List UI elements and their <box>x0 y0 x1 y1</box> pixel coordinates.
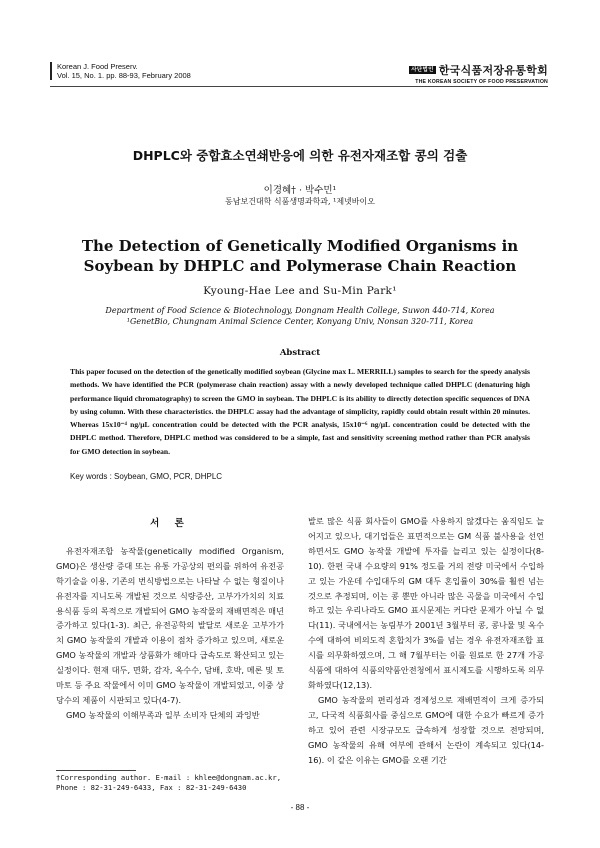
authors-english: Kyoung-Hae Lee and Su-Min Park¹ <box>203 285 397 297</box>
header-rule <box>50 86 548 87</box>
affiliation-korean: 동남보건대학 식품생명과학과, ¹제넷바이오 <box>225 197 375 206</box>
affiliation-1: Department of Food Science & Biotechnology, Dongnam Health College, Suwon 440-714, Korea <box>105 306 495 315</box>
footnote-phone: Phone : 82-31-249-6433, Fax : 82-31-249-6430 <box>56 783 247 792</box>
footnote-email: †Corresponding author. E-mail : khlee@dongnam.ac.kr, <box>56 773 282 782</box>
intro-paragraph-2: GMO 농작물의 이해부족과 일부 소비자 단체의 과잉반 <box>66 709 260 720</box>
journal-volume: Vol. 15, No. 1. pp. 88-93, February 2008 <box>57 71 191 80</box>
intro-paragraph-1: 유전자재조합 농작물(genetically modified Organism, GMO)은 생산량 증대 또는 유통 가공상의 편의를 위하여 유전공학기술을 이용, 기존의 번식방법으로는 나타날 수 없는 형질이나 유전자를 지니도록 개발된 것으로 식량증산, 고부가가치의 치료용식품 등의 목적으로 개발되어 GMO 농작물의 재배면적은 매년 증가하고 있다(1-3). 최근, 유전공학의 발달로 새로운 고부가가치 GMO 농작물의 개발과 이용이 점차 증가하고 있으며, 새로운 GMO 농작물의 개발과 상품화가 해마다 급속도로 확산되고 있는 실정이다. 현재 대두, 면화, 감자, 옥수수, 담배, 호박, 메론 및 토마토 등 주요 작물에서 이미 GMO 농작물이 개발되었고, 이중 상당수의 제품이 시판되고 있다(4-7). <box>56 545 284 705</box>
abstract-text: This paper focused on the detection of the genetically modified soybean (Glycine max L. MERRILL) samples to search for the speedy analysis methods. We have identified the PCR (polymerase chain reaction) assay with a newly developed technique called DHPLC (denaturing high performance liquid chromatography) to screen the GMO in soybean. The DHPLC is its ability to directly detection specific sequences of DNA by using column. With these characteristics. the DHPLC assay had the advantage of simplicity, rapidly could obtain result within 20 minutes. Whereas 15x10⁻⁴ ng/μL concentration could be detected with the PCR analysis, 15x10⁻⁶ ng/μL concentration could be detected with the DHPLC method. Therefore, DHPLC method was considered to be a simple, fast and sensitivity screening method rather than PCR analysis for GMO detection in soybean. <box>70 367 530 456</box>
footnote-rule <box>56 770 136 771</box>
title-korean: DHPLC와 중합효소연쇄반응에 의한 유전자재조합 콩의 검출 <box>132 148 468 163</box>
left-column <box>56 517 284 723</box>
right-column <box>308 514 544 767</box>
affiliation-2: ¹GenetBio, Chungnam Animal Science Center, Konyang Univ, Nonsan 320-711, Korea <box>126 317 474 326</box>
page-number: - 88 - <box>290 803 310 812</box>
keywords: Key words : Soybean, GMO, PCR, DHPLC <box>70 472 223 481</box>
society-mark: 사단법인 <box>411 67 434 73</box>
journal-citation <box>50 62 191 80</box>
affiliation-english <box>40 305 560 327</box>
corresponding-footnote <box>56 773 281 793</box>
abstract-heading: Abstract <box>279 348 321 358</box>
journal-name: Korean J. Food Preserv. <box>57 62 138 71</box>
title-english: The Detection of Genetically Modified Organisms in Soybean by DHPLC and Polymerase Chain Reaction <box>81 237 519 275</box>
authors-korean: 이경혜† · 박수민¹ <box>263 185 337 196</box>
intro-paragraph-4: GMO 농작물의 편리성과 경제성으로 재배면적이 크게 증가되고, 다국적 식품회사를 중심으로 GMO에 대한 수요가 빠르게 증가하고 있어 관련 시장규모도 급속하게 성장할 것으로 전망되며, GMO 농작물의 유해 여부에 관해서 논란이 계속되고 있다(14-16). 이 같은 이유는 GMO를 오랜 기간 <box>308 694 544 765</box>
intro-paragraph-3: 발로 많은 식품 회사들이 GMO를 사용하지 않겠다는 움직임도 늘어지고 있으나, 대기업들은 표면적으로는 GM 식품 불사용을 선언하면서도 GMO 농작물 개발에 투자를 늘리고 있는 실정이다(8-10). 한편 국내 수요량의 91% 정도를 거의 전량 미국에서 수입하고 있는 가운데 수입대두의 GM 대두 혼입률이 30%를 훨씬 넘는 것으로 추정되며, 이는 콩 뿐만 아니라 많은 곡물을 미국에서 수입하고 있는 우리나라도 GMO 표시문제는 커다란 문제가 아닐 수 없다(11). 국내에서는 농림부가 2001년 3월부터 콩, 콩나물 및 옥수수에 대하여 비의도적 혼합치가 3%를 넘는 경우 유전자재조합 표시를 의무화하였으며, 그 해 7월부터는 이를 원료로 한 27개 가공식품에 대하여 식품의약품안전청에서 표시제도를 시행하도록 의무화하였다(12,13). <box>308 516 544 690</box>
section-heading-introduction: 서 론 <box>150 518 190 529</box>
society-name-en: THE KOREAN SOCIETY OF FOOD PRESERVATION <box>415 79 548 85</box>
society-name-kr: 한국식품저장유통학회 <box>438 65 548 77</box>
society-logo <box>409 62 548 85</box>
